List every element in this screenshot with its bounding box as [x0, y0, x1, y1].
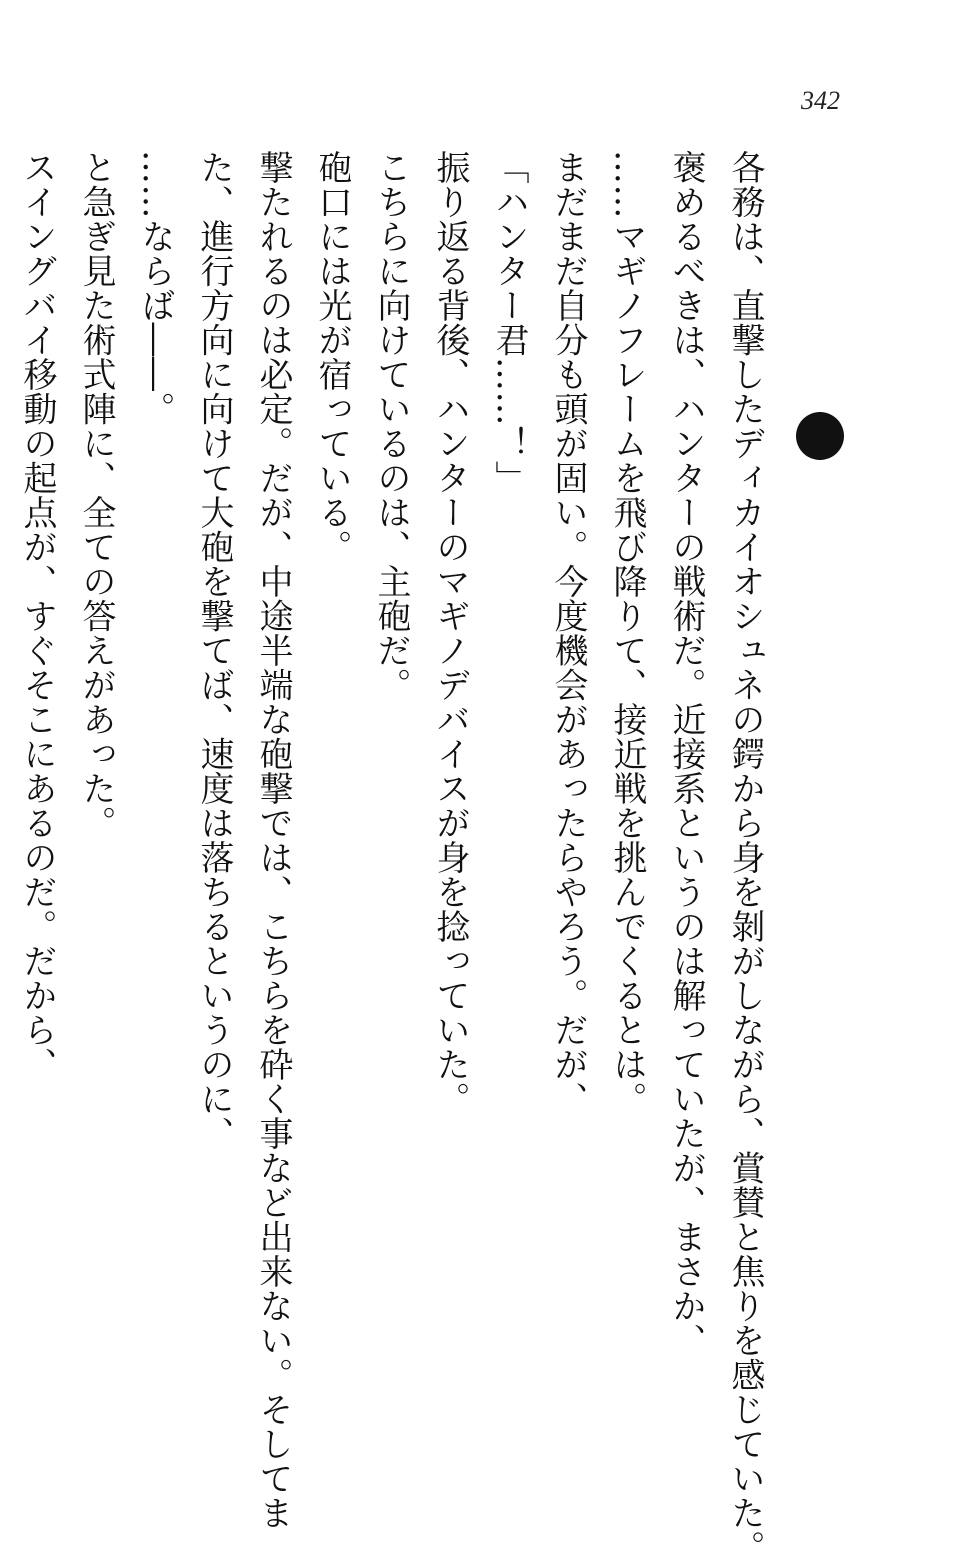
text-line: 振り返る背後、ハンターのマギノデバイスが身を捻っていた。 — [430, 150, 470, 1116]
page-number: 342 — [801, 86, 840, 115]
text-line: まだまだ自分も頭が固い。今度機会があったらやろう。だが、 — [548, 150, 588, 1116]
text-line: 撃たれるのは必定。だが、中途半端な砲撃では、こちらを砕く事など出来ない。そしてま — [253, 150, 293, 1530]
text-line — [0, 150, 7, 1300]
text-line: 「ハンター君……！」 — [489, 150, 529, 495]
text-line: ……マギノフレームを飛び降りて、接近戦を挑んでくるとは。 — [607, 150, 647, 1116]
text-line: スイングバイ移動の起点が、すぐそこにあるのだ。だから、 — [17, 150, 57, 1082]
text-line: 砲口には光が宿っている。 — [312, 150, 352, 564]
text-line: と急ぎ見た術式陣に、全ての答えがあった。 — [76, 150, 116, 840]
text-line: こちらに向けているのは、主砲だ。 — [371, 150, 411, 702]
text-line: ……ならば――。 — [135, 150, 175, 426]
text-line: 褒めるべきは、ハンターの戦術だ。近接系というのは解っていたが、まさか、 — [666, 150, 706, 1358]
text-line: 各務は、直撃したディカイオシュネの鍔から身を剝がしながら、賞賛と焦りを感じていた。 — [725, 150, 765, 1565]
text-line: た、進行方向に向けて大砲を撃てば、速度は落ちるというのに、 — [194, 150, 234, 1151]
section-break-dot — [796, 412, 844, 460]
vertical-text-body — [17, 150, 774, 1565]
